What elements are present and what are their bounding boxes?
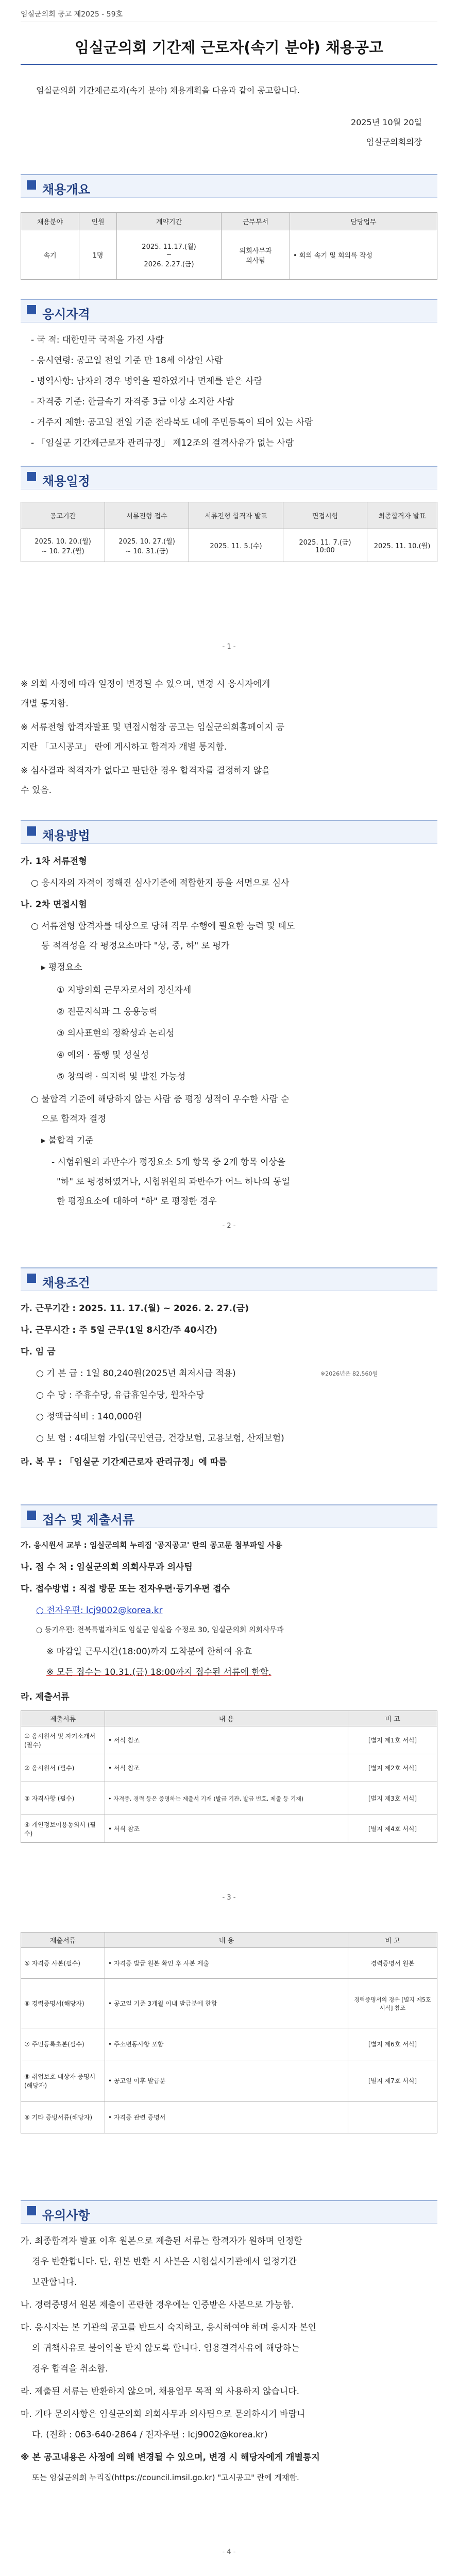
method-line: 으로 합격자 결정: [41, 1114, 106, 1124]
list-item: - 응시연령: 공고일 전일 기준 만 18세 이상인 사람: [31, 355, 223, 366]
table-cell: ⑥ 경력증명서(해당자): [21, 1979, 105, 2028]
note-line: ※ 의회 사정에 따라 일정이 변경될 수 있으며, 변경 시 응시자에게: [21, 679, 270, 689]
section-method-header: [21, 820, 437, 844]
page-number: - 2 -: [222, 1222, 236, 1230]
page-number: - 4 -: [222, 2548, 236, 2556]
section-title: 채용방법: [42, 828, 90, 843]
section-overview-header: [21, 174, 437, 198]
submission-line: 가. 응시원서 교부 : 임실군의회 누리집 '공지공고' 란의 공고문 첨부파일 사용: [21, 1540, 282, 1550]
square-bullet-icon: [27, 305, 36, 314]
table-cell: 2025. 10. 27.(월) ~ 10. 31.(금): [105, 529, 189, 562]
method-line: ▸ 불합격 기준: [41, 1136, 94, 1146]
submission-line: ※ 마감일 근무시간(18:00)까지 도착분에 한하여 유효: [46, 1647, 252, 1657]
table-cell: 2025. 11. 5.(수): [189, 529, 283, 562]
table-cell: ③ 자격사항 (필수): [21, 1782, 105, 1815]
condition-line: ○ 수 당 : 주휴수당, 유급휴일수당, 월차수당: [36, 1390, 205, 1400]
note-line: ※ 서류전형 합격자발표 및 면접시험장 공고는 임실군의회홈페이지 공: [21, 722, 284, 733]
table-header: 비 고: [348, 1933, 437, 1948]
table-cell: ① 응시원서 및 자기소개서 (필수): [21, 1726, 105, 1754]
notice-line: 다. (전화 : 063-640-2864 / 전자우편 : lcj9002@korea.kr): [32, 2430, 268, 2440]
square-bullet-icon: [27, 1274, 36, 1283]
square-bullet-icon: [27, 2206, 36, 2215]
table-cell: • 공고일 기준 3개월 이내 발급분에 한함: [105, 1979, 348, 2028]
method-line: ○ 서류전형 합격자를 대상으로 당해 직무 수행에 필요한 능력 및 태도: [31, 921, 295, 931]
table-header: 담당업무: [290, 213, 437, 230]
square-bullet-icon: [27, 472, 36, 481]
table-cell: • 서식 참조: [105, 1754, 348, 1782]
notice-line: 또는 임실군의회 누리집(https://council.imsil.go.kr) "고시공고" 란에 게재함.: [32, 2473, 299, 2482]
title-rule: [21, 64, 437, 65]
table-cell: ⑨ 기타 증빙서류(해당자): [21, 2102, 105, 2133]
table-cell: 2025. 11. 10.(월): [367, 529, 437, 562]
table-header: 비 고: [348, 1711, 437, 1726]
issuer: 임실군의회의장: [366, 137, 422, 147]
method-line: ⑤ 창의력 · 의지력 및 발전 가능성: [57, 1072, 186, 1082]
table-cell: [별지 제2호 서식]: [348, 1754, 437, 1782]
notice-line: 라. 제출된 서류는 반환하지 않으며, 채용업무 목적 외 사용하지 않습니다.: [21, 2386, 300, 2397]
table-cell: ⑧ 취업보호 대상자 증명서(해당자): [21, 2060, 105, 2102]
method-line: ② 전문지식과 그 응용능력: [57, 1007, 158, 1017]
square-bullet-icon: [27, 180, 36, 190]
section-conditions-header: [21, 1267, 437, 1291]
table-cell: 의회사무과 의사팀: [222, 230, 290, 280]
condition-line: 가. 근무기간 : 2025. 11. 17.(월) ~ 2026. 2. 27.(금): [21, 1303, 249, 1314]
section-title: 유의사항: [42, 2208, 90, 2223]
notice-line: 다. 응시자는 본 기관의 공고를 반드시 숙지하고, 응시하여야 하며 응시자 본인: [21, 2323, 316, 2333]
condition-line: ○ 정액급식비 : 140,000원: [36, 1412, 142, 1422]
table-cell: 2025. 10. 20.(월) ~ 10. 27.(월): [21, 529, 105, 562]
submission-line: 라. 제출서류: [21, 1692, 70, 1702]
condition-line: ○ 보 험 : 4대보험 가입(국민연금, 건강보험, 고용보험, 산재보험): [36, 1433, 284, 1444]
table-header: 서류전형 접수: [105, 502, 189, 529]
section-submission-header: [21, 1504, 437, 1528]
table-cell: [별지 제3호 서식]: [348, 1782, 437, 1815]
page-number: - 1 -: [222, 643, 236, 651]
table-cell: [348, 2102, 437, 2133]
list-item: - 자격증 기준: 한글속기 자격증 3급 이상 소지한 사람: [31, 397, 234, 407]
notice-line: 경우 반환합니다. 단, 원본 반환 시 사본은 시험실시기관에서 일정기간: [32, 2257, 297, 2267]
table-header: 채용분야: [21, 213, 79, 230]
table-cell: 2025. 11.17.(월) ~ 2026. 2.27.(금): [117, 230, 222, 280]
section-title: 응시자격: [42, 307, 90, 321]
table-cell: 속기: [21, 230, 79, 280]
notice-line: 보관합니다.: [32, 2277, 77, 2287]
documents-table: [21, 1710, 437, 1843]
submission-line: 나. 접 수 처 : 임실군의회 의회사무과 의사팀: [21, 1562, 193, 1572]
notice-line: 나. 경력증명서 원본 제출이 곤란한 경우에는 인증받은 사본으로 가능함.: [21, 2300, 294, 2310]
notice-line: 경우 합격을 취소함.: [32, 2364, 108, 2374]
table-cell: • 서식 참조: [105, 1815, 348, 1843]
section-schedule-header: [21, 466, 437, 489]
documents-table-continued: [21, 1932, 437, 2133]
note-line: ※ 심사결과 적격자가 없다고 판단한 경우 합격자를 결정하지 않을: [21, 766, 270, 776]
table-cell: • 자격증 발급 원본 확인 후 사본 제출: [105, 1948, 348, 1979]
method-line: ○ 응시자의 자격이 정해진 심사기준에 적합한지 등을 서면으로 심사: [31, 878, 290, 888]
note-line: 수 있음.: [21, 785, 52, 795]
section-title: 채용일정: [42, 474, 90, 488]
table-header: 내 용: [105, 1933, 348, 1948]
method-line: ① 지방의회 근무자로서의 정신자세: [57, 985, 192, 995]
table-header: 공고기간: [21, 502, 105, 529]
section-notice-header: [21, 2200, 437, 2224]
table-header: 서류전형 합격자 발표: [189, 502, 283, 529]
section-title: 접수 및 제출서류: [42, 1513, 134, 1527]
method-line: ○ 불합격 기준에 해당하지 않는 사람 중 평정 성적이 우수한 사람 순: [31, 1094, 290, 1105]
condition-line: 라. 복 무 : 「임실군 기간제근로자 관리규정」에 따름: [21, 1457, 227, 1467]
table-cell: • 회의 속기 및 회의록 작성: [290, 230, 437, 280]
table-cell: • 자격증 관련 증명서: [105, 2102, 348, 2133]
table-cell: • 주소변동사항 포함: [105, 2028, 348, 2060]
table-cell: 1명: [79, 230, 117, 280]
page-title: 임실군의회 기간제 근로자(속기 분야) 채용공고: [74, 39, 384, 56]
table-header: 제출서류: [21, 1933, 105, 1948]
notice-line: 마. 기타 문의사항은 임실군의회 의회사무과 의사팀으로 문의하시기 바랍니: [21, 2409, 306, 2419]
section-title: 채용조건: [42, 1276, 90, 1290]
schedule-table: [21, 502, 437, 562]
submission-line: 다. 접수방법 : 직접 방문 또는 전자우편·등기우편 접수: [21, 1584, 230, 1594]
table-header: 제출서류: [21, 1711, 105, 1726]
table-cell: [별지 제7호 서식]: [348, 2060, 437, 2102]
condition-line: ○ 기 본 급 : 1일 80,240원(2025년 최저시급 적용): [36, 1368, 236, 1379]
table-cell: • 공고일 이후 발급분: [105, 2060, 348, 2102]
method-line: 가. 1차 서류전형: [21, 856, 87, 867]
condition-line: 나. 근무시간 : 주 5일 근무(1일 8시간/주 40시간): [21, 1325, 217, 1335]
table-header: 인원: [79, 213, 117, 230]
wage-footnote: ※2026년은 82,560원: [320, 1370, 378, 1377]
table-header: 근무부서: [222, 213, 290, 230]
table-cell: ⑤ 자격증 사본(필수): [21, 1948, 105, 1979]
table-cell: [별지 제1호 서식]: [348, 1726, 437, 1754]
document-number: 임실군의회 공고 제2025 - 59호: [21, 10, 123, 19]
list-item: - 국 적: 대한민국 국적을 가진 사람: [31, 335, 164, 345]
square-bullet-icon: [27, 1511, 36, 1520]
notice-date: 2025년 10월 20일: [351, 117, 422, 127]
table-cell: 2025. 11. 7.(금) 10:00: [283, 529, 367, 562]
submission-line: ○ 등기우편: 전북특별자치도 임실군 임실읍 수정로 30, 임실군의회 의회사무과: [36, 1626, 284, 1634]
section-title: 채용개요: [42, 182, 90, 197]
section-qualification-header: [21, 299, 437, 323]
table-cell: [별지 제6호 서식]: [348, 2028, 437, 2060]
square-bullet-icon: [27, 826, 36, 836]
list-item: - 「임실군 기간제근로자 관리규정」 제12조의 결격사유가 없는 사람: [31, 438, 294, 448]
table-cell: 경력증명서 원본: [348, 1948, 437, 1979]
method-line: ③ 의사표현의 정확성과 논리성: [57, 1028, 175, 1039]
list-item: - 거주지 제한: 공고일 전일 기준 전라북도 내에 주민등록이 되어 있는 사람: [31, 417, 313, 428]
table-cell: • 자격증, 경력 등은 증명하는 제출서 기재 (발급 기관, 발급 번호, 제출 등 기재): [105, 1782, 348, 1815]
table-cell: 경력증명서의 경우 [별지 제5호 서식] 참조: [348, 1979, 437, 2028]
notice-line: ※ 본 공고내용은 사정에 의해 변경될 수 있으며, 변경 시 해당자에게 개별통지: [21, 2452, 320, 2463]
overview-table: [21, 212, 437, 280]
table-header: 면접시험: [283, 502, 367, 529]
table-header: 내 용: [105, 1711, 348, 1726]
method-line: 등 적격성을 각 평정요소마다 "상, 중, 하" 로 평가: [41, 941, 230, 951]
method-line: - 시험위원의 과반수가 평정요소 5개 항목 중 2개 항목 이상을: [52, 1157, 286, 1167]
table-cell: ⑦ 주민등록초본(필수): [21, 2028, 105, 2060]
table-cell: • 서식 참조: [105, 1726, 348, 1754]
table-header: 최종합격자 발표: [367, 502, 437, 529]
note-line: 지란 「고시공고」 란에 게시하고 합격자 개별 통지함.: [21, 742, 227, 752]
table-cell: ④ 개인정보이용동의서 (필수): [21, 1815, 105, 1843]
condition-line: 다. 임 금: [21, 1347, 56, 1357]
intro-text: 임실군의회 기간제근로자(속기 분야) 채용계획을 다음과 같이 공고합니다.: [36, 86, 300, 95]
notice-line: 가. 최종합격자 발표 이후 원본으로 제출된 서류는 합격자가 원하며 인정할: [21, 2236, 302, 2246]
method-line: "하" 로 평정하였거나, 시험위원의 과반수가 어느 하나의 동일: [57, 1177, 290, 1187]
deadline-line: ※ 모든 접수는 10.31.(금) 18:00까지 접수된 서류에 한함.: [46, 1667, 272, 1677]
method-line: 한 평정요소에 대하여 "하" 로 평정한 경우: [57, 1196, 217, 1207]
email-line[interactable]: ○ 전자우편: lcj9002@korea.kr: [36, 1605, 163, 1616]
list-item: - 병역사항: 남자의 경우 병역을 필하였거나 면제를 받은 사람: [31, 376, 263, 386]
table-header: 계약기간: [117, 213, 222, 230]
notice-line: 의 귀책사유로 불이익을 받지 않도록 합니다. 임용결격사유에 해당하는: [32, 2343, 300, 2353]
table-cell: [별지 제4호 서식]: [348, 1815, 437, 1843]
table-cell: ② 응시원서 (필수): [21, 1754, 105, 1782]
method-line: ▸ 평정요소: [41, 962, 82, 973]
method-line: ④ 예의 · 품행 및 성실성: [57, 1050, 149, 1060]
page-number: - 3 -: [222, 1894, 236, 1902]
method-line: 나. 2차 면접시험: [21, 900, 87, 910]
note-line: 개별 통지함.: [21, 699, 69, 709]
